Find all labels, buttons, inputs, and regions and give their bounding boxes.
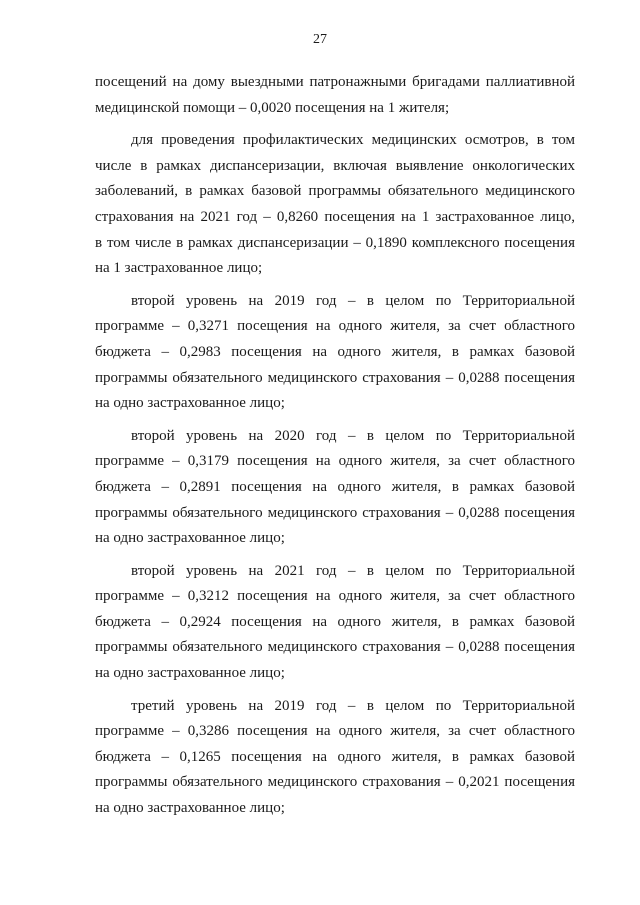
text-line: заболеваний, в рамках базовой программы обязательного медицинского [95, 183, 575, 200]
text-line: числе в рамках диспансеризации, включая выявление онкологических [95, 157, 575, 174]
text-line: программе – 0,3179 посещения на одного жителя, за счет областного [95, 453, 575, 470]
text-line: на одно застрахованное лицо; [95, 530, 285, 547]
text-line: программы обязательного медицинского страхования – 0,0288 посещения [95, 369, 575, 386]
text-line: программе – 0,3286 посещения на одного жителя, за счет областного [95, 723, 575, 740]
document-body [95, 70, 575, 822]
text-line: бюджета – 0,1265 посещения на одного жителя, в рамках базовой [95, 748, 575, 765]
paragraph-third-level-2019 [95, 694, 575, 822]
text-line: бюджета – 0,2983 посещения на одного жителя, в рамках базовой [95, 343, 575, 360]
text-line: второй уровень на 2020 год – в целом по Территориальной [131, 427, 575, 444]
text-line: второй уровень на 2021 год – в целом по Территориальной [131, 562, 575, 579]
paragraph-second-level-2019 [95, 289, 575, 417]
text-line: на 1 застрахованное лицо; [95, 260, 263, 277]
page-number: 27 [313, 32, 327, 47]
text-line: на одно застрахованное лицо; [95, 800, 285, 817]
text-line: программе – 0,3212 посещения на одного жителя, за счет областного [95, 588, 575, 605]
paragraph-preventive-exams [95, 128, 575, 282]
text-line: бюджета – 0,2891 посещения на одного жителя, в рамках базовой [95, 478, 575, 495]
text-line: второй уровень на 2019 год – в целом по Территориальной [131, 292, 575, 309]
text-line: программы обязательного медицинского страхования – 0,0288 посещения [95, 639, 575, 656]
text-line: программы обязательного медицинского страхования – 0,0288 посещения [95, 504, 575, 521]
text-line: посещений на дому выездными патронажными бригадами паллиативной [95, 74, 575, 90]
text-line: программы обязательного медицинского страхования – 0,2021 посещения [95, 774, 575, 791]
text-line: на одно застрахованное лицо; [95, 665, 285, 682]
text-line: страхования на 2021 год – 0,8260 посещения на 1 застрахованное лицо, [95, 208, 575, 225]
text-line: в том числе в рамках диспансеризации – 0,1890 комплексного посещения [95, 234, 575, 251]
text-line: на одно застрахованное лицо; [95, 395, 285, 412]
text-line: для проведения профилактических медицинских осмотров, в том [131, 132, 575, 149]
text-line: программе – 0,3271 посещения на одного жителя, за счет областного [95, 318, 575, 335]
paragraph-home-visits [95, 70, 575, 121]
paragraph-second-level-2021 [95, 559, 575, 687]
text-line: медицинской помощи – 0,0020 посещения на 1 жителя; [95, 99, 450, 116]
text-line: третий уровень на 2019 год – в целом по Территориальной [131, 697, 575, 714]
paragraph-second-level-2020 [95, 424, 575, 552]
text-line: бюджета – 0,2924 посещения на одного жителя, в рамках базовой [95, 613, 575, 630]
